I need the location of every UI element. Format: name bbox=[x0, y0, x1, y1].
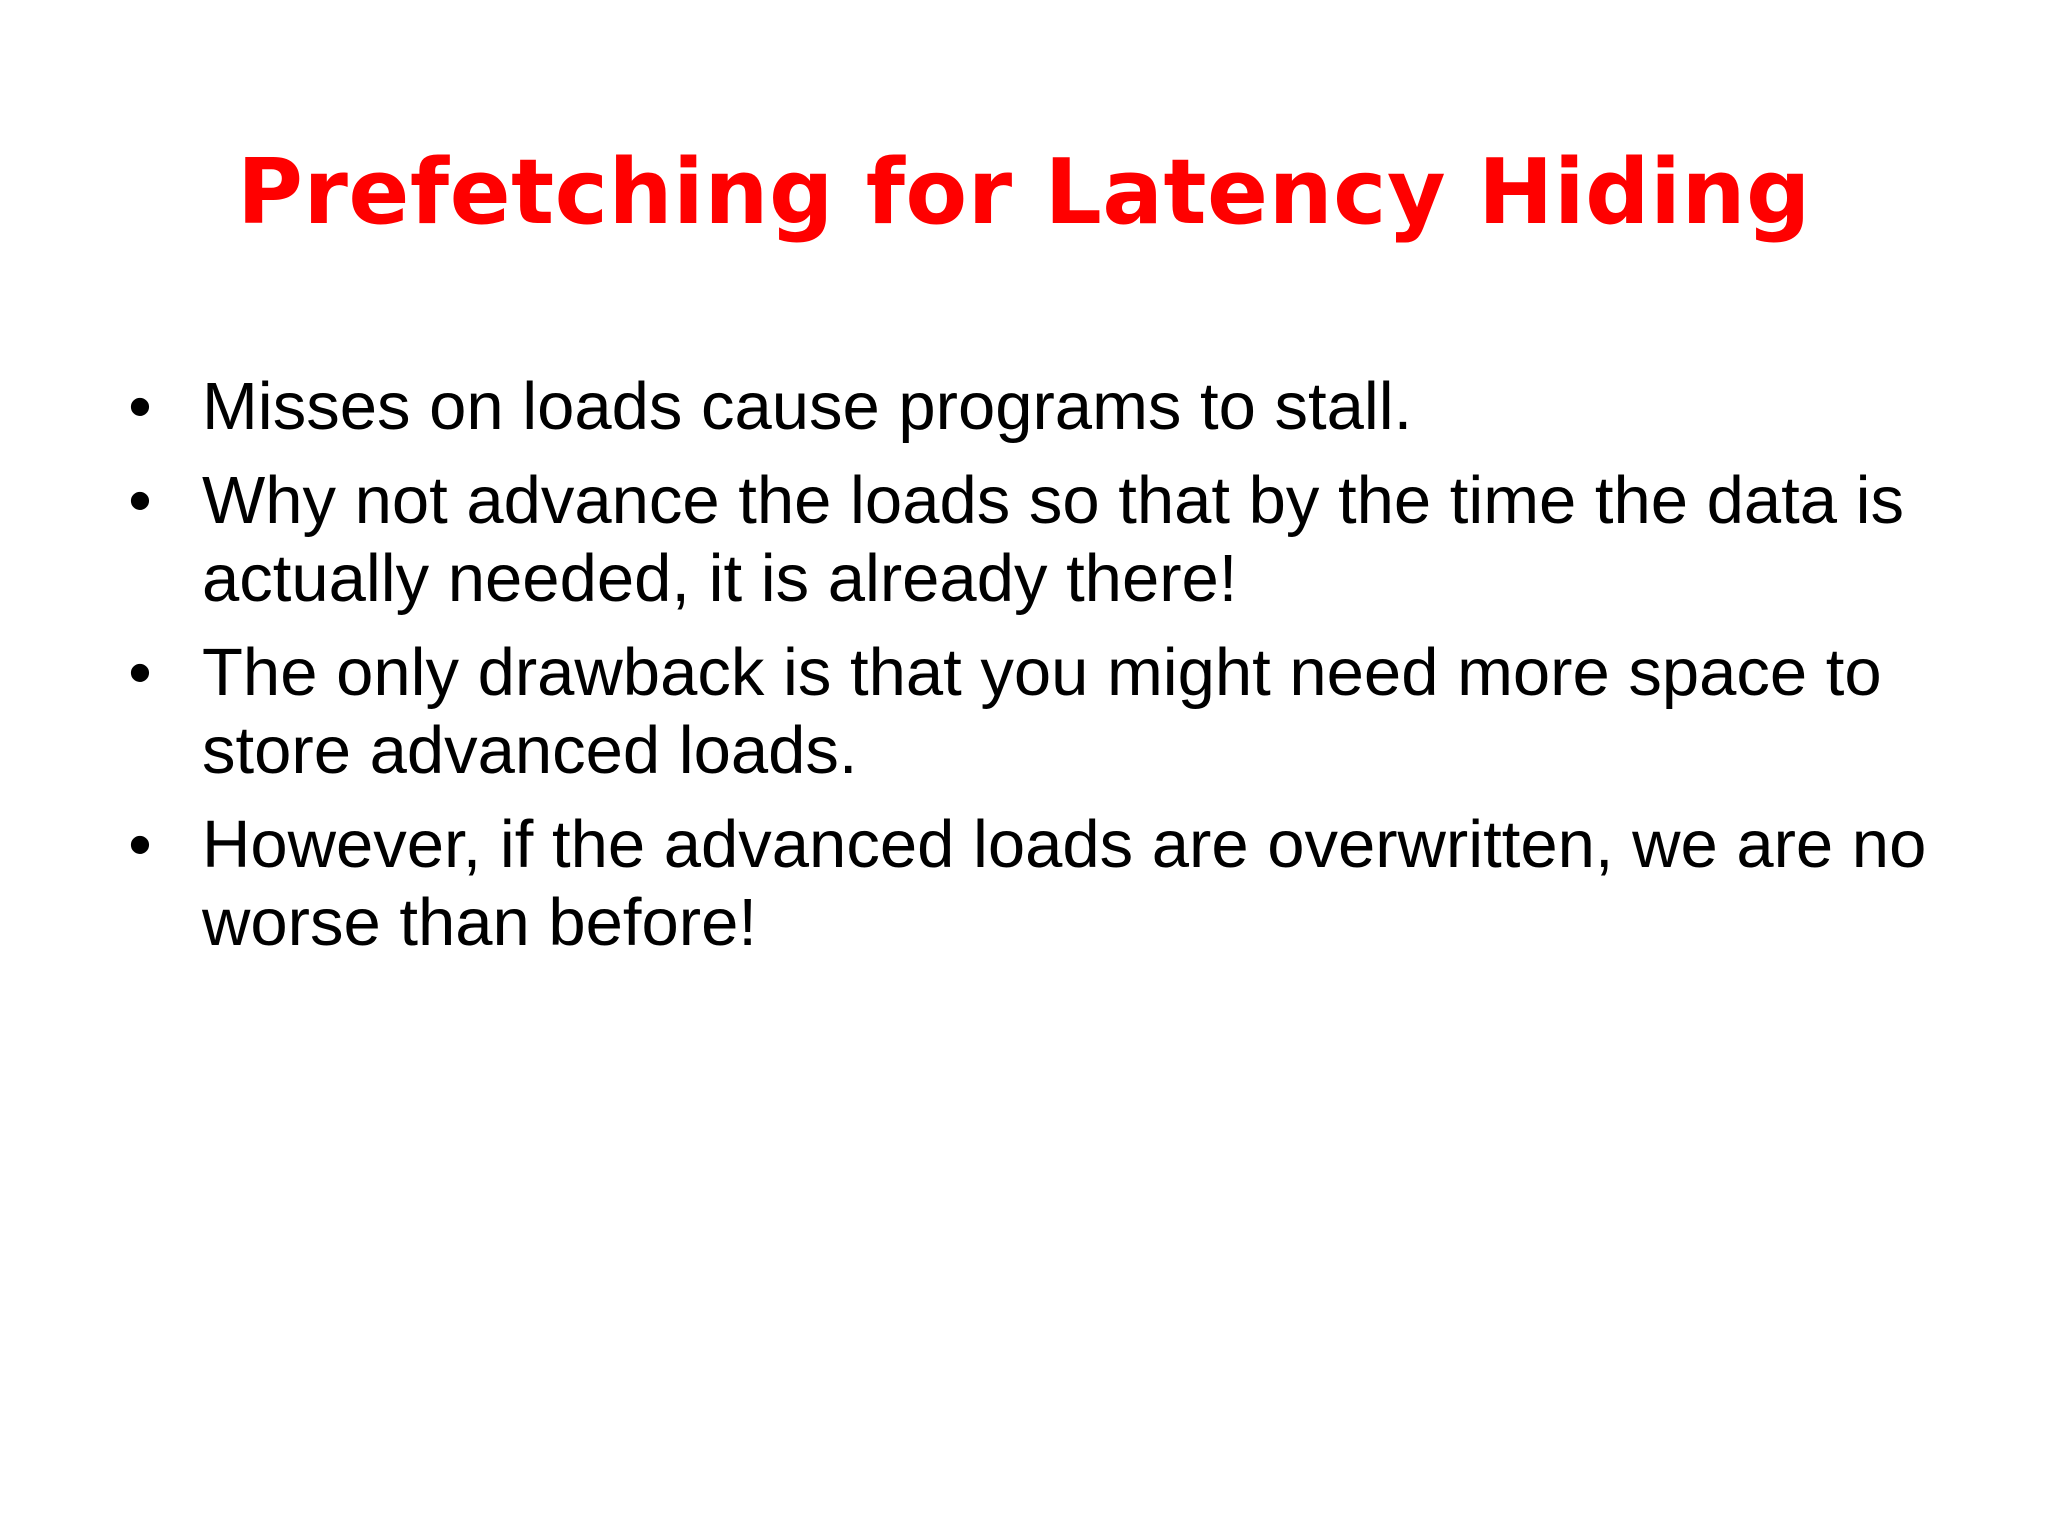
bullet-text: However, if the advanced loads are overwritten, we are no worse than before! bbox=[202, 807, 1927, 960]
bullet-marker: • bbox=[128, 369, 152, 444]
slide-title: Prefetching for Latency Hiding bbox=[237, 140, 1811, 245]
bullet-text: Misses on loads cause programs to stall. bbox=[202, 369, 1413, 444]
bullet-marker: • bbox=[128, 807, 152, 882]
bullet-marker: • bbox=[128, 463, 152, 538]
bullet-marker: • bbox=[128, 635, 152, 710]
bullet-list bbox=[120, 368, 1980, 978]
bullet-item bbox=[120, 462, 1980, 618]
bullet-item bbox=[120, 634, 1980, 790]
bullet-item bbox=[120, 368, 1980, 446]
bullet-item bbox=[120, 806, 1980, 962]
bullet-text: Why not advance the loads so that by the time the data is actually needed, it is already there! bbox=[202, 463, 1905, 616]
bullet-text: The only drawback is that you might need more space to store advanced loads. bbox=[202, 635, 1882, 788]
